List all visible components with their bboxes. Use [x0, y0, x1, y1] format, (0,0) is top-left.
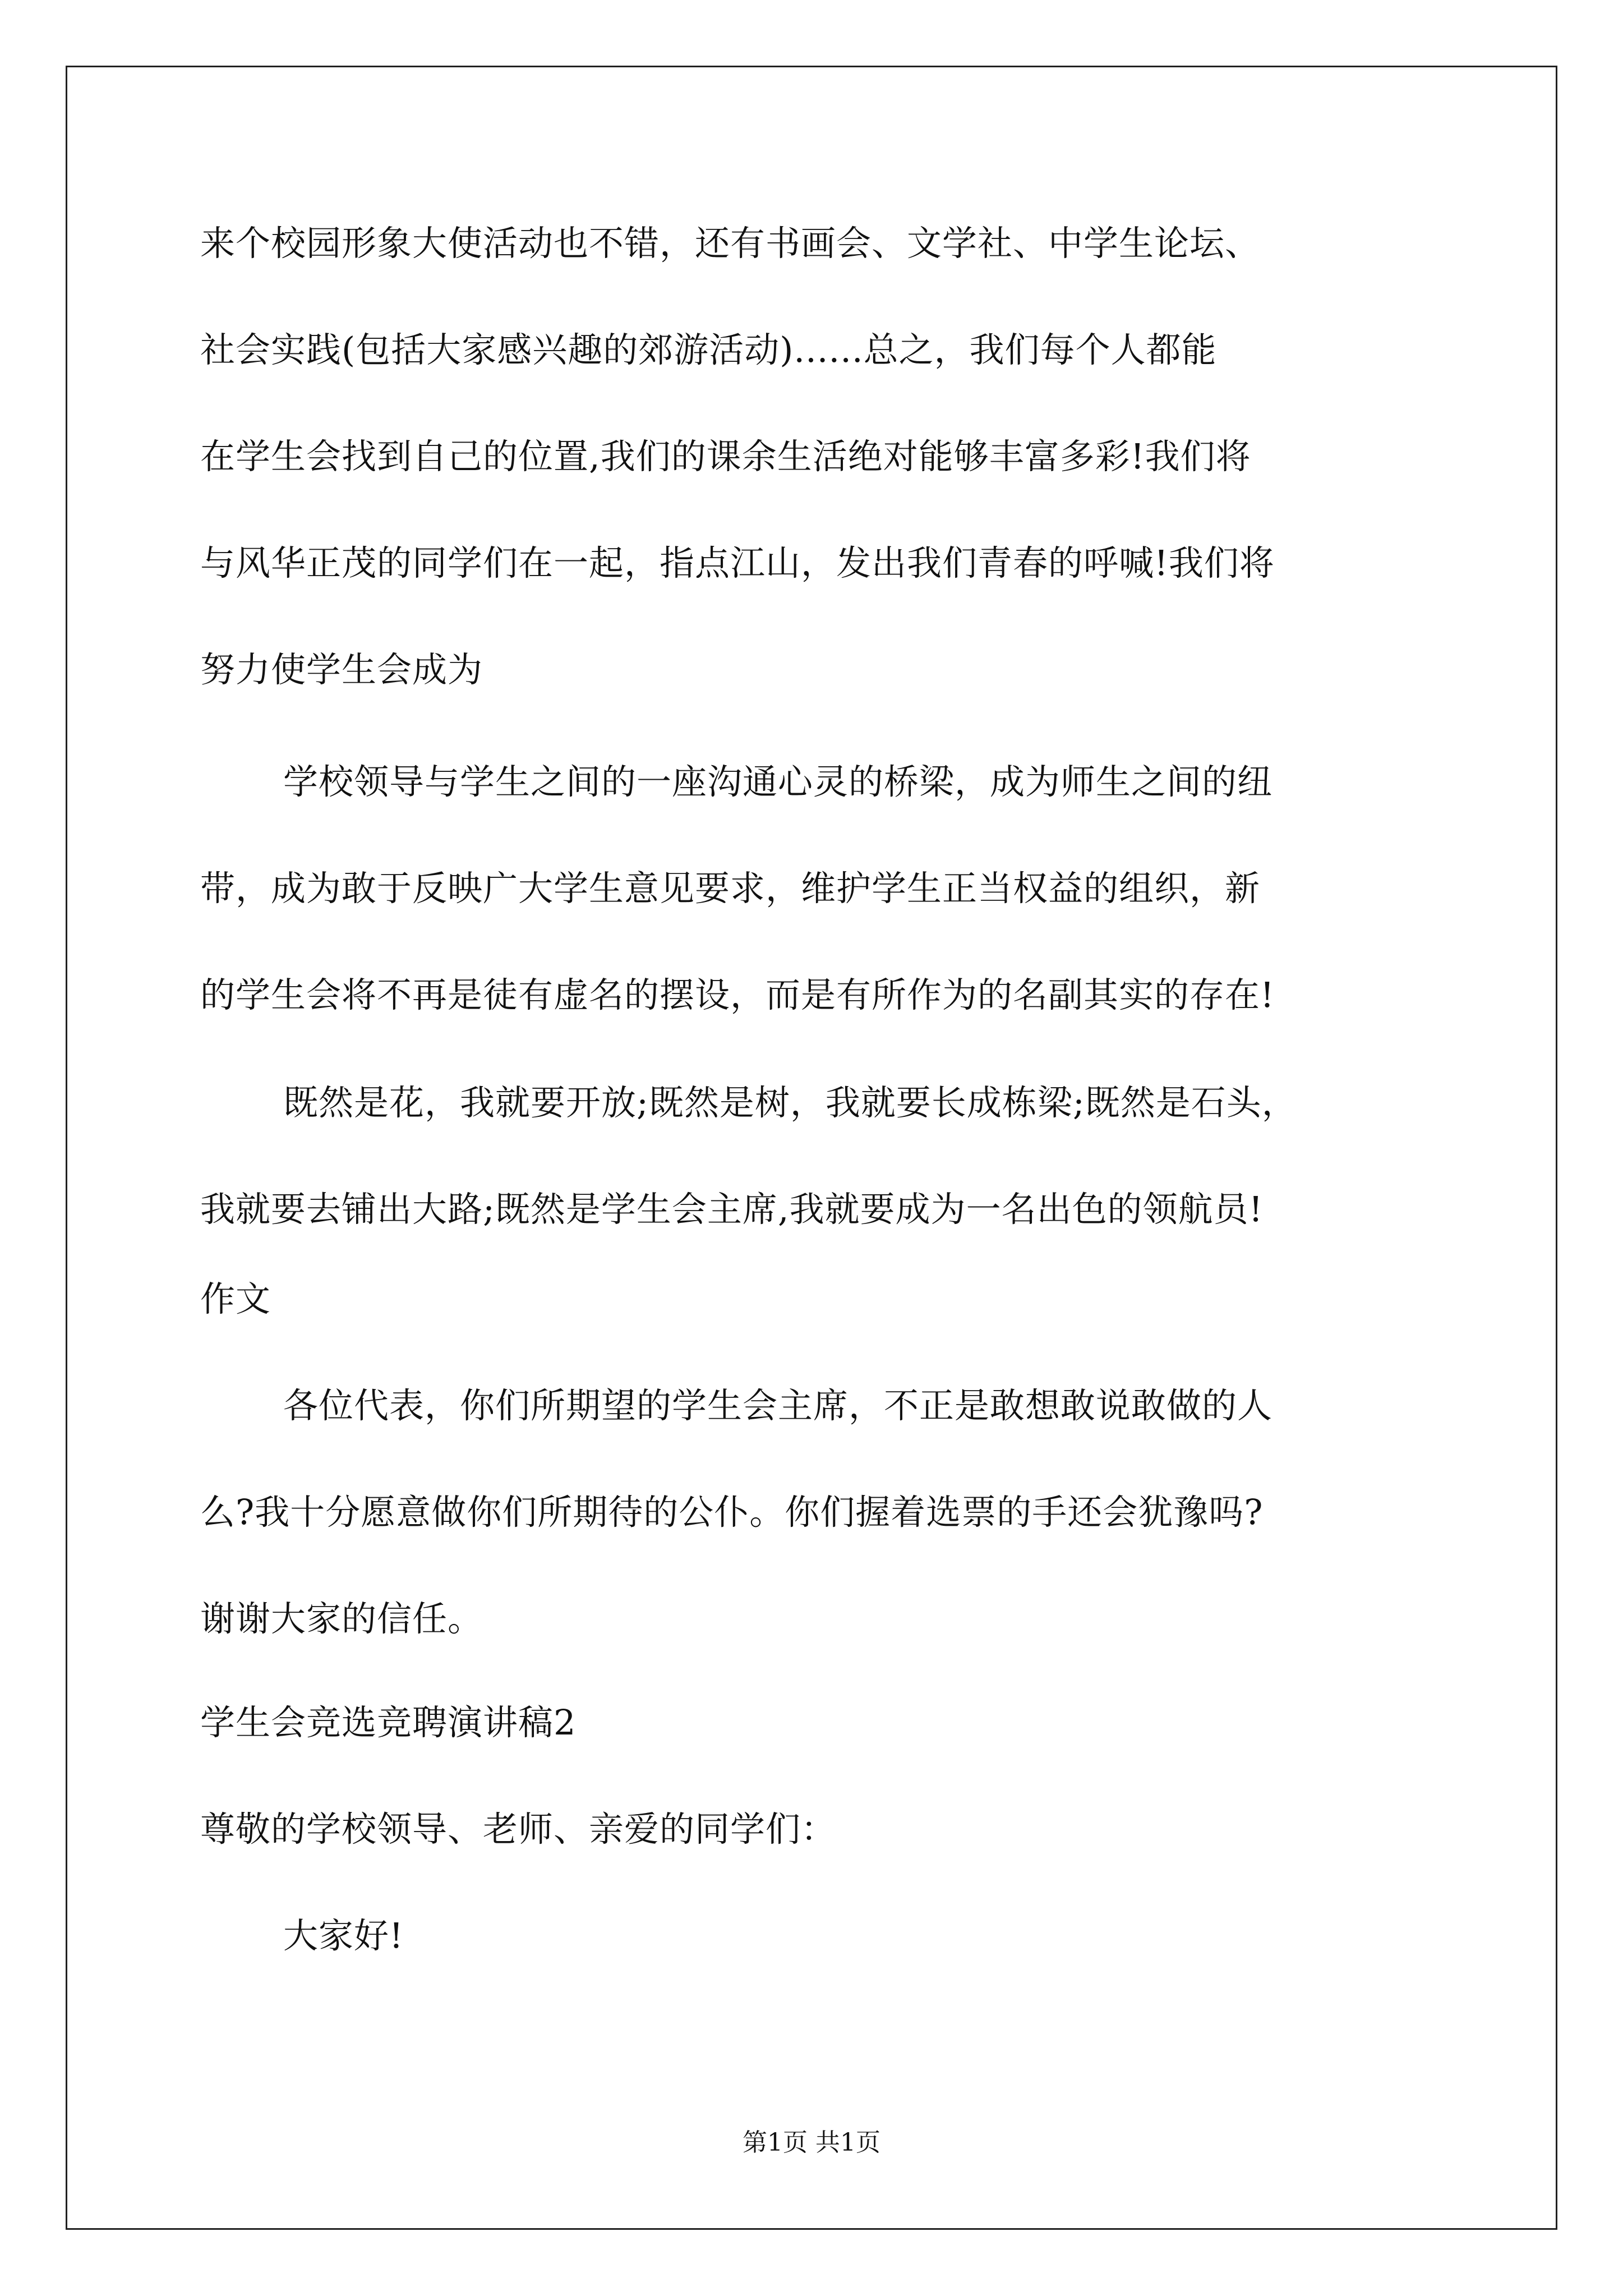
text-line: 来个校园形象大使活动也不错，还有书画会、文学社、中学生论坛、 — [200, 223, 1261, 264]
text-line: 的学生会将不再是徒有虚名的摆设，而是有所作为的名副其实的存在! — [200, 974, 1275, 1015]
greeting: 大家好! — [283, 1915, 404, 1956]
text-line: 么?我十分愿意做你们所期待的公仆。你们握着选票的手还会犹豫吗? — [200, 1492, 1264, 1533]
text-line: 与风华正茂的同学们在一起，指点江山，发出我们青春的呼喊!我们将 — [200, 542, 1275, 583]
text-line: 谢谢大家的信任。 — [200, 1598, 483, 1639]
paragraph-start-line: 既然是花，我就要开放;既然是树，我就要长成栋梁;既然是石头， — [283, 1082, 1297, 1123]
paragraph-start-line: 各位代表，你们所期望的学生会主席，不正是敢想敢说敢做的人 — [283, 1385, 1273, 1426]
section-heading: 学生会竞选竞聘演讲稿2 — [200, 1702, 577, 1743]
text-line: 带，成为敢于反映广大学生意见要求，维护学生正当权益的组织，新 — [200, 868, 1261, 909]
text-line: 社会实践(包括大家感兴趣的郊游活动)......总之，我们每个人都能 — [200, 329, 1217, 370]
page-footer: 第1页 共1页 — [743, 2128, 880, 2157]
paragraph-start-line: 学校领导与学生之间的一座沟通心灵的桥梁，成为师生之间的纽 — [283, 761, 1273, 802]
text-line: 作文 — [200, 1278, 271, 1319]
page-border — [66, 66, 1557, 2230]
salutation: 尊敬的学校领导、老师、亲爱的同学们： — [200, 1809, 837, 1849]
text-line: 在学生会找到自己的位置,我们的课余生活绝对能够丰富多彩!我们将 — [200, 436, 1251, 477]
text-line: 努力使学生会成为 — [200, 649, 483, 690]
text-line: 我就要去铺出大路;既然是学生会主席,我就要成为一名出色的领航员! — [200, 1189, 1264, 1230]
